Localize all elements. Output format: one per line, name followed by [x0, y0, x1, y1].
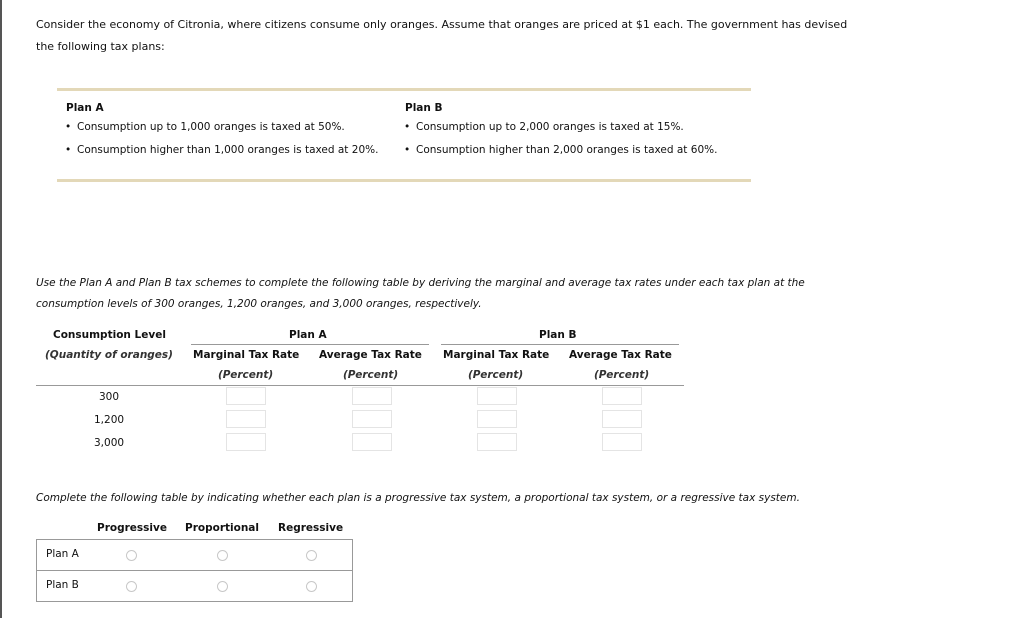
plan-b-bullet-2: • Consumption higher than 2,000 oranges is taxed at 60%. — [404, 144, 718, 156]
bullet-icon: • — [404, 144, 411, 156]
plan-b-average-input-3000[interactable] — [602, 433, 642, 451]
consumption-level-header: Consumption Level — [53, 329, 166, 341]
plan-b-header-rule — [441, 344, 679, 345]
table-header-rule — [36, 385, 684, 386]
plan-b-marginal-input-3000[interactable] — [477, 433, 517, 451]
plan-b-marginal-unit: (Percent) — [468, 369, 524, 381]
regressive-column-header: Regressive — [278, 522, 344, 534]
tax-system-table-header — [36, 518, 353, 540]
consumption-level-value: 3,000 — [94, 437, 125, 449]
plan-a-regressive-radio[interactable] — [306, 550, 317, 561]
plan-a-progressive-radio[interactable] — [126, 550, 137, 561]
plan-a-title: Plan A — [66, 102, 104, 114]
plan-b-proportional-radio[interactable] — [217, 581, 228, 592]
plan-a-row-label: Plan A — [46, 548, 79, 560]
plan-a-average-unit: (Percent) — [343, 369, 399, 381]
plan-a-proportional-radio[interactable] — [217, 550, 228, 561]
plan-b-progressive-radio[interactable] — [126, 581, 137, 592]
consumption-level-value: 1,200 — [94, 414, 125, 426]
plan-b-tax-system-row — [36, 570, 353, 602]
plan-a-marginal-input-3000[interactable] — [226, 433, 266, 451]
plan-a-marginal-input-300[interactable] — [226, 387, 266, 405]
plan-b-average-input-300[interactable] — [602, 387, 642, 405]
proportional-column-header: Proportional — [185, 522, 259, 534]
plan-a-average-input-300[interactable] — [352, 387, 392, 405]
plan-a-tax-system-row — [36, 539, 353, 571]
plan-b-marginal-input-300[interactable] — [477, 387, 517, 405]
plan-a-bullet-2: • Consumption higher than 1,000 oranges is taxed at 20%. — [65, 144, 379, 156]
plan-b-header: Plan B — [539, 329, 577, 341]
plan-a-bullet-1: • Consumption up to 1,000 oranges is taxed at 50%. — [65, 121, 345, 133]
plan-a-header: Plan A — [289, 329, 327, 341]
plan-a-marginal-input-1200[interactable] — [226, 410, 266, 428]
tax-system-table — [36, 518, 353, 601]
page-left-border — [0, 0, 2, 618]
plan-b-average-header: Average Tax Rate — [569, 349, 672, 361]
plan-b-marginal-input-1200[interactable] — [477, 410, 517, 428]
intro-text: Consider the economy of Citronia, where citizens consume only oranges. Assume that oranges are priced at $1 each. The government has devised the following tax plans: — [36, 18, 848, 53]
plan-b-marginal-header: Marginal Tax Rate — [443, 349, 550, 361]
instructions-tax-system: Complete the following table by indicating whether each plan is a progressive tax system, a proportional tax system, or a regressive tax system. — [36, 492, 800, 504]
plan-a-average-input-1200[interactable] — [352, 410, 392, 428]
plan-b-bullet-1: • Consumption up to 2,000 oranges is taxed at 15%. — [404, 121, 684, 133]
plan-b-average-unit: (Percent) — [594, 369, 650, 381]
plan-a-header-rule — [191, 344, 429, 345]
bullet-icon: • — [404, 121, 411, 133]
plan-b-title: Plan B — [405, 102, 443, 114]
plan-a-average-header: Average Tax Rate — [319, 349, 422, 361]
plan-b-description — [404, 101, 717, 166]
plan-a-average-input-3000[interactable] — [352, 433, 392, 451]
tax-plans-box — [57, 88, 751, 182]
consumption-level-value: 300 — [99, 391, 120, 403]
instructions-tax-rates: Use the Plan A and Plan B tax schemes to complete the following table by deriving the marginal and average tax rates under each tax plan at the consumption levels of 300 oranges, 1,200 oranges, and 3,000 oranges, respectively. — [36, 277, 805, 310]
plan-b-row-label: Plan B — [46, 579, 79, 591]
plan-b-average-input-1200[interactable] — [602, 410, 642, 428]
progressive-column-header: Progressive — [97, 522, 167, 534]
plan-a-marginal-unit: (Percent) — [218, 369, 274, 381]
plan-a-marginal-header: Marginal Tax Rate — [193, 349, 300, 361]
bullet-icon: • — [65, 144, 72, 156]
bullet-icon: • — [65, 121, 72, 133]
plan-a-description — [65, 101, 378, 166]
consumption-quantity-subheader: (Quantity of oranges) — [45, 349, 173, 361]
plan-b-regressive-radio[interactable] — [306, 581, 317, 592]
